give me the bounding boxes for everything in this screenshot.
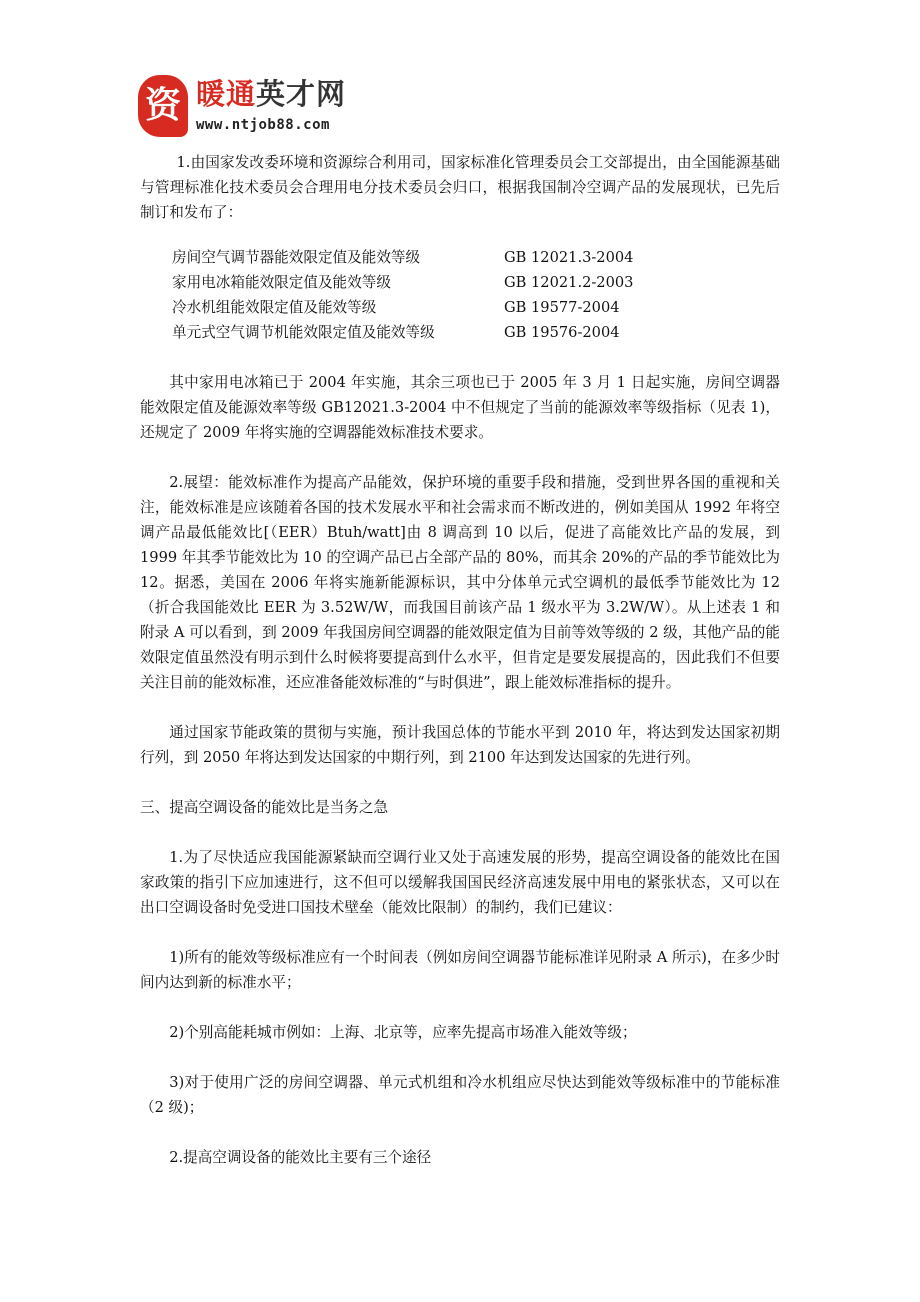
standard-code: GB 19576-2004 [504,324,620,341]
standard-code: GB 12021.3-2004 [504,249,634,266]
paragraph-6: 2.提高空调设备的能效比主要有三个途径 [169,1149,432,1166]
paragraph-2: 其中家用电冰箱已于 2004 年实施，其余三项也已于 2005 年 3 月 1 日起实施，房间空调器能效限定值及能源效率等级 GB12021.3-2004 中不但规定了当前的能源效率等级指标（见表 1)，还规定了 2009 年将实施的空调器能效标准技术要求。 [140,374,780,441]
section-heading-3: 三、提高空调设备的能效比是当务之急 [140,799,389,816]
standard-row [172,270,780,295]
standard-code: GB 12021.2-2003 [504,274,634,291]
paragraph-4: 通过国家节能政策的贯彻与实施，预计我国总体的节能水平到 2010 年，将达到发达国家初期行列，到 2050 年将达到发达国家的中期行列，到 2100 年达到发达国家的先进行列。 [140,724,780,766]
standard-name: 房间空气调节器能效限定值及能效等级 [172,249,421,266]
logo-title-red: 暖通 [196,77,257,111]
standard-name: 单元式空气调节机能效限定值及能效等级 [172,324,435,341]
standard-row [172,245,780,270]
list-item-3: 3)对于使用广泛的房间空调器、单元式机组和冷水机组应尽快达到能效等级标准中的节能标准（2 级)； [140,1074,780,1116]
standard-row [172,320,780,345]
logo-title [196,77,346,111]
paragraph-1: 1.由国家发改委环境和资源综合利用司，国家标准化管理委员会工交部提出，由全国能源基础与管理标准化技术委员会合理用电分技术委员会归口，根据我国制冷空调产品的发展现状，已先后制订和发布了： [140,154,780,221]
paragraph-5: 1.为了尽快适应我国能源紧缺而空调行业又处于高速发展的形势，提高空调设备的能效比在国家政策的指引下应加速进行，这不但可以缓解我国国民经济高速发展中用电的紧张状态，又可以在出口空调设备时免受进口国技术壁垒（能效比限制）的制约，我们已建议： [140,849,780,916]
document-body [140,150,780,1170]
logo-badge-char: 资 [144,85,181,126]
logo-url: www.ntjob88.com [196,117,330,133]
list-item-2: 2)个别高能耗城市例如：上海、北京等，应率先提高市场准入能效等级； [169,1024,637,1041]
standards-list [172,245,780,345]
standard-name: 家用电冰箱能效限定值及能效等级 [172,274,391,291]
standard-code: GB 19577-2004 [504,299,620,316]
paragraph-3: 2.展望：能效标准作为提高产品能效，保护环境的重要手段和措施，受到世界各国的重视和关注，能效标准是应该随着各国的技术发展水平和社会需求而不断改进的，例如美国从 1992 年将空调产品最低能效比[（EER）Btuh/watt]由 8 调高到 10 以后，促进了高能效比产品的发展，到 1999 年其季节能效比为 10 的空调产品已占全部产品的 80%，而其余 20%的产品的季节能效比为 12。据悉，美国在 2006 年将实施新能源标识，其中分体单元式空调机的最低季节能效比为 12（折合我国能效比 EER 为 3.52W/W，而我国目前该产品 1 级水平为 3.2W/W）。从上述表 1 和附录 A 可以看到，到 2009 年我国房间空调器的能效限定值为目前等效等级的 2 级，其他产品的能效限定值虽然没有明示到什么时候将要提高到什么水平，但肯定是要发展提高的，因此我们不但要关注目前的能效标准，还应准备能效标准的“与时俱进”，跟上能效标准指标的提升。 [140,474,780,691]
standard-name: 冷水机组能效限定值及能效等级 [172,299,377,316]
list-item-1: 1)所有的能效等级标准应有一个时间表（例如房间空调器节能标准详见附录 A 所示)，在多少时间内达到新的标准水平； [140,949,780,991]
logo-badge-icon [138,75,188,137]
logo-title-dark: 英才网 [256,77,347,111]
site-logo [138,73,378,143]
standard-row [172,295,780,320]
